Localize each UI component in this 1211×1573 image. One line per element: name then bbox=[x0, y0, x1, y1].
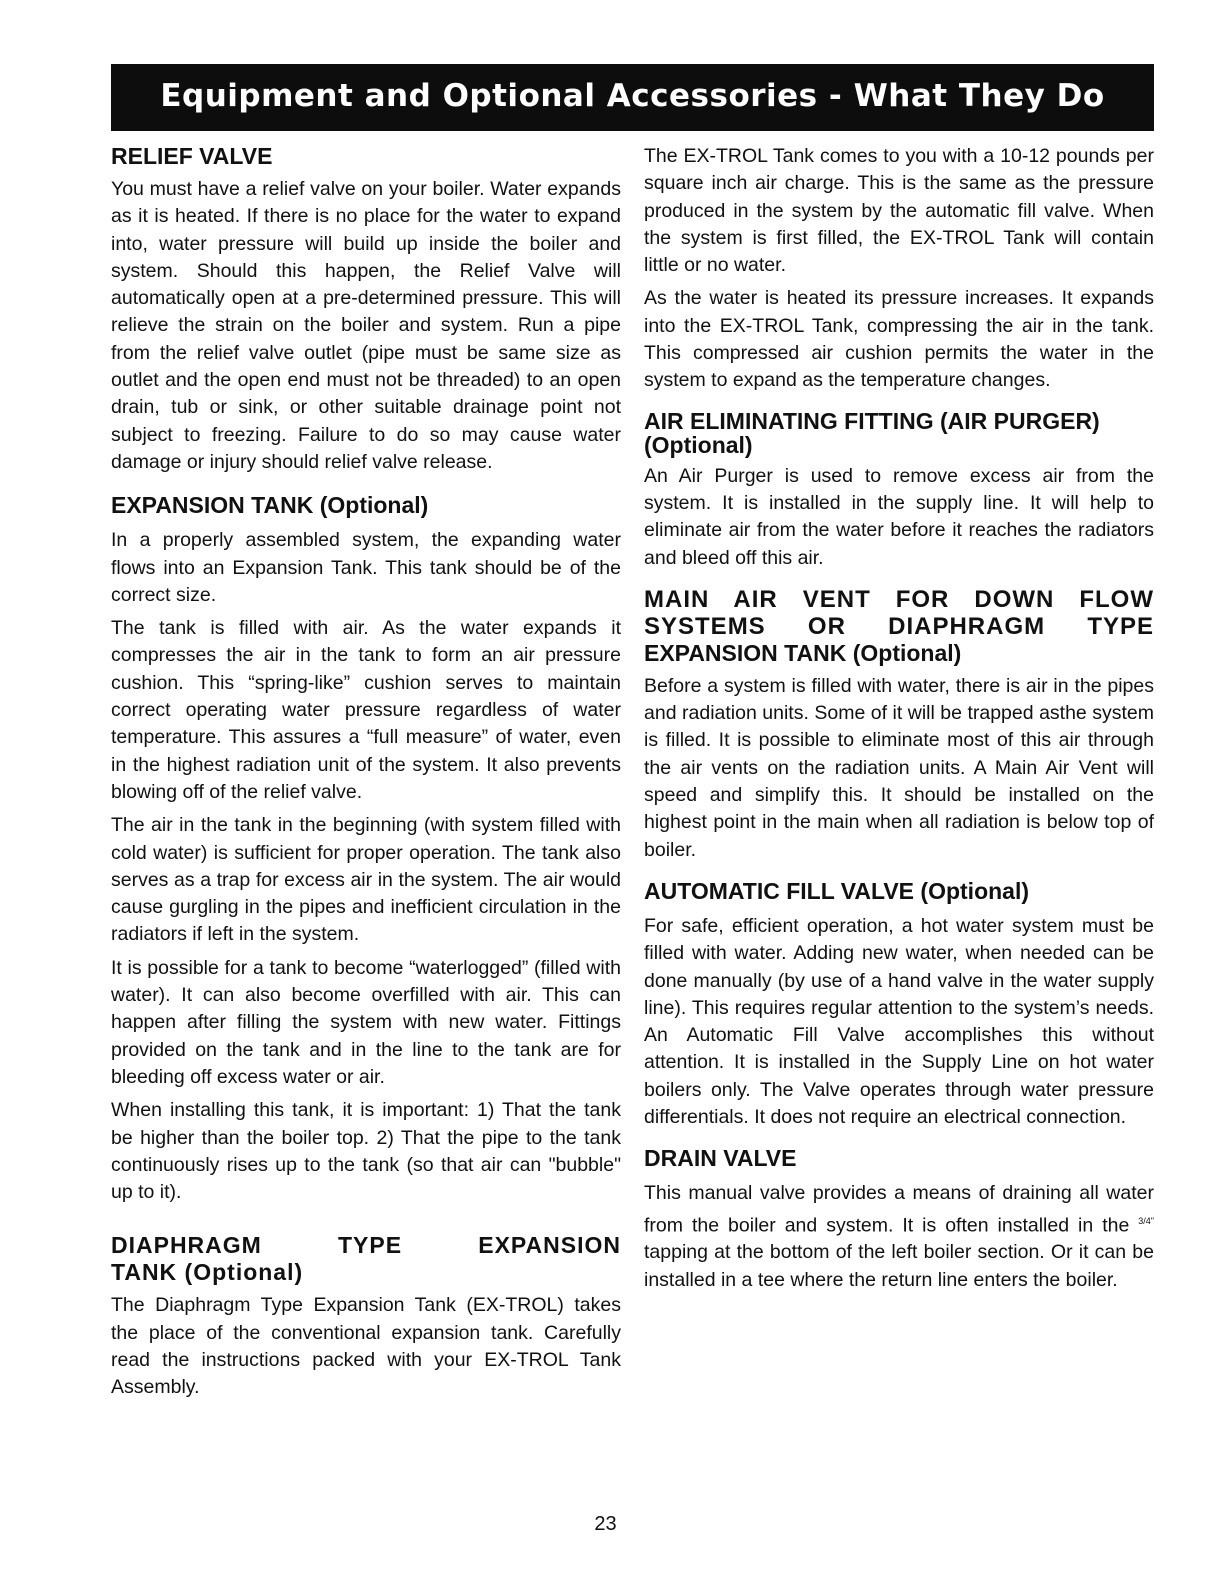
section-main-air-vent bbox=[644, 586, 1154, 864]
expansion-tank-paragraph-3: The air in the tank in the beginning (with system filled with cold water) is sufficient for proper operation. The tank also serves as a trap for excess air in the system. The air would cause gurgling in the pipes and inefficient circulation in the radiators if left in the system. bbox=[111, 814, 621, 946]
expansion-tank-paragraph-5: When installing this tank, it is important: 1) That the tank be higher than the boiler top. 2) That the pipe to the tank continuously rises up to the tank (so that air can "bubble" up to it). bbox=[111, 1099, 621, 1204]
extrol-paragraph-1: The EX-TROL Tank comes to you with a 10-12 pounds per square inch air charge. This is the same as the pressure produced in the system by the automatic fill valve. When the system is first filled, the EX-TROL Tank will contain little or no water. bbox=[644, 145, 1154, 277]
drain-valve-paragraph bbox=[644, 1180, 1154, 1294]
left-column bbox=[111, 143, 621, 1402]
page-header-title: Equipment and Optional Accessories - What They Do bbox=[160, 77, 1105, 114]
automatic-fill-valve-paragraph: For safe, efficient operation, a hot water system must be filled with water. Adding new water, when needed can be done manually (by use of a hand valve in the water supply line). This requires regular attention to the system’s needs. An Automatic Fill Valve accomplishes this without attention. It is installed in the Supply Line on hot water boilers only. The Valve operates through water pressure differentials. It does not require an electrical connection. bbox=[644, 914, 1154, 1129]
expansion-tank-paragraph-2: The tank is filled with air. As the water expands it compresses the air in the tank to form an air pressure cushion. This “spring-like” cushion serves to maintain correct operating water pressure regardless of water temperature. This assures a “full measure” of water, even in the highest radiation unit of the system. It also prevents blowing off of the relief valve. bbox=[111, 617, 621, 803]
main-air-vent-heading-line-2: SYSTEMS OR DIAPHRAGM TYPE bbox=[644, 612, 1154, 640]
drain-valve-text-a: This manual valve provides a means of draining all water from the boiler and system. It is often installed in the bbox=[644, 1182, 1154, 1237]
expansion-tank-heading: EXPANSION TANK (Optional) bbox=[111, 492, 429, 519]
automatic-fill-valve-heading: AUTOMATIC FILL VALVE (Optional) bbox=[644, 877, 1030, 904]
extrol-paragraph-2: As the water is heated its pressure increases. It expands into the EX-TROL Tank, compressing the air in the tank. This compressed air cushion permits the water in the system to expand as the temperature changes. bbox=[644, 287, 1154, 392]
drain-valve-tapping-size: 3/4" bbox=[1138, 1215, 1154, 1226]
diaphragm-tank-heading-line-1: DIAPHRAGM TYPE EXPANSION bbox=[111, 1232, 621, 1259]
main-air-vent-heading-line-3: EXPANSION TANK (Optional) bbox=[644, 639, 962, 666]
section-automatic-fill-valve bbox=[644, 878, 1154, 1131]
section-air-purger bbox=[644, 409, 1154, 572]
section-expansion-tank bbox=[111, 492, 621, 1206]
diaphragm-tank-heading-line-2: TANK (Optional) bbox=[111, 1259, 304, 1286]
air-purger-heading-line-1: AIR ELIMINATING FITTING (AIR PURGER) bbox=[644, 407, 1100, 434]
page-header-banner bbox=[111, 64, 1154, 131]
right-column bbox=[644, 143, 1154, 1294]
drain-valve-text-b: tapping at the bottom of the left boiler section. Or it can be installed in a tee where the return line enters the boiler. bbox=[644, 1241, 1154, 1291]
section-diaphragm-tank bbox=[111, 1232, 621, 1401]
main-air-vent-paragraph: Before a system is filled with water, there is air in the pipes and radiation units. Some of it will be trapped asthe system is filled. It is possible to eliminate most of this air through the air vents on the radiation units. A Main Air Vent will speed and simplify this. It should be installed on the highest point in the main when all radiation is below top of boiler. bbox=[644, 674, 1154, 861]
page-number: 23 bbox=[594, 1513, 617, 1535]
air-purger-paragraph: An Air Purger is used to remove excess air from the system. It is installed in the supply line. It will help to eliminate air from the water before it reaches the radiators and bleed off this air. bbox=[644, 464, 1154, 569]
section-extrol bbox=[644, 143, 1154, 395]
relief-valve-heading: RELIEF VALVE bbox=[111, 143, 273, 169]
section-drain-valve bbox=[644, 1145, 1154, 1294]
drain-valve-heading: DRAIN VALVE bbox=[644, 1145, 797, 1172]
main-air-vent-heading-line-1: MAIN AIR VENT FOR DOWN FLOW bbox=[644, 585, 1154, 613]
expansion-tank-paragraph-4: It is possible for a tank to become “waterlogged” (filled with water). It can also become overfilled with air. This can happen after filling the system with new water. Fittings provided on the tank and in the line to the tank are for bleeding off excess water or air. bbox=[111, 956, 621, 1088]
air-purger-heading-line-2: (Optional) bbox=[644, 431, 753, 458]
section-relief-valve bbox=[111, 143, 621, 476]
expansion-tank-paragraph-1: In a properly assembled system, the expanding water flows into an Expansion Tank. This tank should be of the correct size. bbox=[111, 529, 621, 606]
diaphragm-tank-paragraph: The Diaphragm Type Expansion Tank (EX-TROL) takes the place of the conventional expansion tank. Carefully read the instructions packed with your EX-TROL Tank Assembly. bbox=[111, 1294, 621, 1399]
relief-valve-paragraph: You must have a relief valve on your boiler. Water expands as it is heated. If there is no place for the water to expand into, water pressure will build up inside the boiler and system. Should this happen, the Relief Valve will automatically open at a pre-determined pressure. This will relieve the strain on the boiler and system. Run a pipe from the relief valve outlet (pipe must be same size as outlet and the open end must not be threaded) to an open drain, tub or sink, or other suitable drainage point not subject to freezing. Failure to do so may cause water damage or injury should relief valve release. bbox=[111, 178, 621, 473]
